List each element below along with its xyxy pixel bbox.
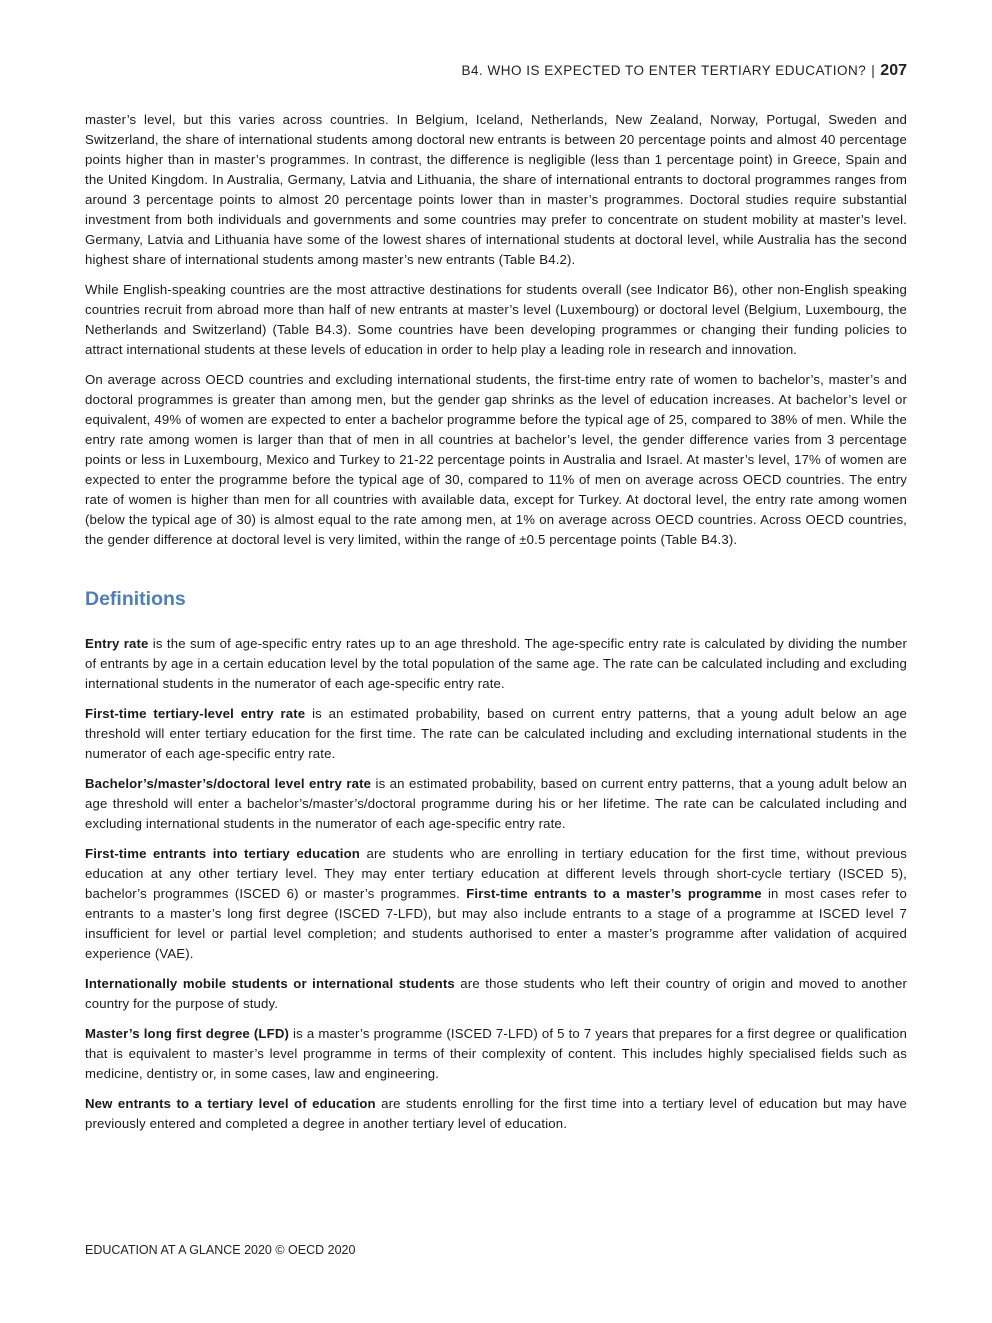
body-paragraph: On average across OECD countries and excluding international students, the first-time entry rate of women to bachelor’s, master’s and doctoral programmes is greater than among men, but the gender gap shrinks as the level of education increases. At bachelor’s level or equivalent, 49% of women are expected to enter a bachelor programme before the typical age of 25, compared to 38% of men. While the entry rate among women is larger than that of men in all countries at bachelor’s level, the gender difference varies from 3 percentage points or less in Luxembourg, Mexico and Turkey to 21-22 percentage points in Australia and Israel. At master’s level, 17% of women are expected to enter the programme before the typical age of 30, compared to 11% of men on average across OECD countries. The entry rate of women is higher than men for all countries with available data, except for Turkey. At doctoral level, the entry rate among women (below the typical age of 30) is almost equal to the rate among men, at 1% on average across OECD countries. Across OECD countries, the gender difference at doctoral level is very limited, within the range of ±0.5 percentage points (Table B4.3). bbox=[85, 372, 907, 547]
definition-term: First-time entrants to a master’s programme bbox=[466, 886, 762, 901]
body-paragraph: While English-speaking countries are the most attractive destinations for students overall (see Indicator B6), other non-English speaking countries recruit from abroad more than half of new entrants at master’s level (Luxembourg) or doctoral level (Belgium, Luxembourg, the Netherlands and Switzerland) (Table B4.3). Some countries have been developing programmes or changing their funding policies to attract international students at these levels of education in order to help play a leading role in research and innovation. bbox=[85, 282, 907, 357]
definition-term: First-time tertiary-level entry rate bbox=[85, 706, 306, 721]
page-footer: EDUCATION AT A GLANCE 2020 © OECD 2020 bbox=[85, 1243, 356, 1257]
definition-term: Internationally mobile students or international students bbox=[85, 976, 455, 991]
definition-term: First-time entrants into tertiary education bbox=[85, 846, 361, 861]
definition-first-time-tertiary-entry-rate bbox=[85, 704, 907, 764]
running-header bbox=[461, 62, 907, 80]
definition-term: Master’s long first degree (LFD) bbox=[85, 1026, 290, 1041]
definition-term: New entrants to a tertiary level of education bbox=[85, 1096, 376, 1111]
definition-text: is the sum of age-specific entry rates up to an age threshold. The age-specific entry rate is calculated by dividing the number of entrants by age in a certain education level by the total population of the same age. The rate can be calculated including and excluding international students in the numerator of each age-specific entry rate. bbox=[85, 636, 907, 691]
definition-entry-rate bbox=[85, 634, 907, 694]
definition-text: are students enrolling for the first time into a tertiary level of education but may have previously entered and completed a degree in another tertiary level of education. bbox=[85, 1096, 907, 1131]
definition-first-time-entrants bbox=[85, 844, 907, 964]
definition-term: Bachelor’s/master’s/doctoral level entry rate bbox=[85, 776, 372, 791]
definition-text: are those students who left their country of origin and moved to another country for the purpose of study. bbox=[85, 976, 907, 1011]
body-paragraph: master’s level, but this varies across countries. In Belgium, Iceland, Netherlands, New Zealand, Norway, Portugal, Sweden and Switzerland, the share of international students among doctoral new entrants is between 20 percentage points and almost 40 percentage points higher than in master’s programmes. In contrast, the difference is negligible (less than 1 percentage point) in Greece, Spain and the United Kingdom. In Australia, Germany, Latvia and Lithuania, the share of international entrants to doctoral programmes ranges from around 3 percentage points to almost 20 percentage points lower than in master’s programmes. Doctoral studies require substantial investment from both individuals and governments and some countries may prefer to concentrate on student mobility at master’s level. Germany, Latvia and Lithuania have some of the lowest shares of international students at doctoral level, while Australia has the second highest share of international students among master’s new entrants (Table B4.2). bbox=[85, 112, 907, 267]
definition-term: Entry rate bbox=[85, 636, 149, 651]
main-content bbox=[85, 110, 907, 1144]
header-separator: | bbox=[871, 63, 876, 78]
chapter-title: B4. WHO IS EXPECTED TO ENTER TERTIARY EDUCATION? bbox=[461, 63, 867, 78]
definition-level-entry-rate bbox=[85, 774, 907, 834]
definition-text: is an estimated probability, based on current entry patterns, that a young adult below an age threshold will enter a bachelor’s/master’s/doctoral programme during his or her lifetime. The rate can be calculated including and excluding international students in the numerator of each age-specific entry rate. bbox=[85, 776, 907, 831]
definition-international-students bbox=[85, 974, 907, 1014]
page-number: 207 bbox=[880, 62, 907, 79]
section-heading-definitions: Definitions bbox=[85, 588, 186, 610]
definition-text: is a master’s programme (ISCED 7-LFD) of 5 to 7 years that prepares for a first degree or qualification that is equivalent to master’s level programme in terms of their complexity of content. This includes highly specialised fields such as medicine, dentistry or, in some cases, law and engineering. bbox=[85, 1026, 907, 1081]
definition-new-entrants bbox=[85, 1094, 907, 1134]
definition-text: are students who are enrolling in tertiary education for the first time, without previous education at any other tertiary level. They may enter tertiary education at different levels through short-cycle tertiary (ISCED 5), bachelor’s programmes (ISCED 6) or master’s programmes. bbox=[85, 846, 907, 901]
definition-text: in most cases refer to entrants to a master’s long first degree (ISCED 7-LFD), but may also include entrants to a stage of a programme at ISCED level 7 insufficient for level or partial level completion; and students authorised to enter a master’s programme after validation of acquired experience (VAE). bbox=[85, 886, 907, 961]
definition-masters-long-first-degree bbox=[85, 1024, 907, 1084]
definition-text: is an estimated probability, based on current entry patterns, that a young adult below an age threshold will enter tertiary education for the first time. The rate can be calculated including and excluding international students in the numerator of each age-specific entry rate. bbox=[85, 706, 907, 761]
